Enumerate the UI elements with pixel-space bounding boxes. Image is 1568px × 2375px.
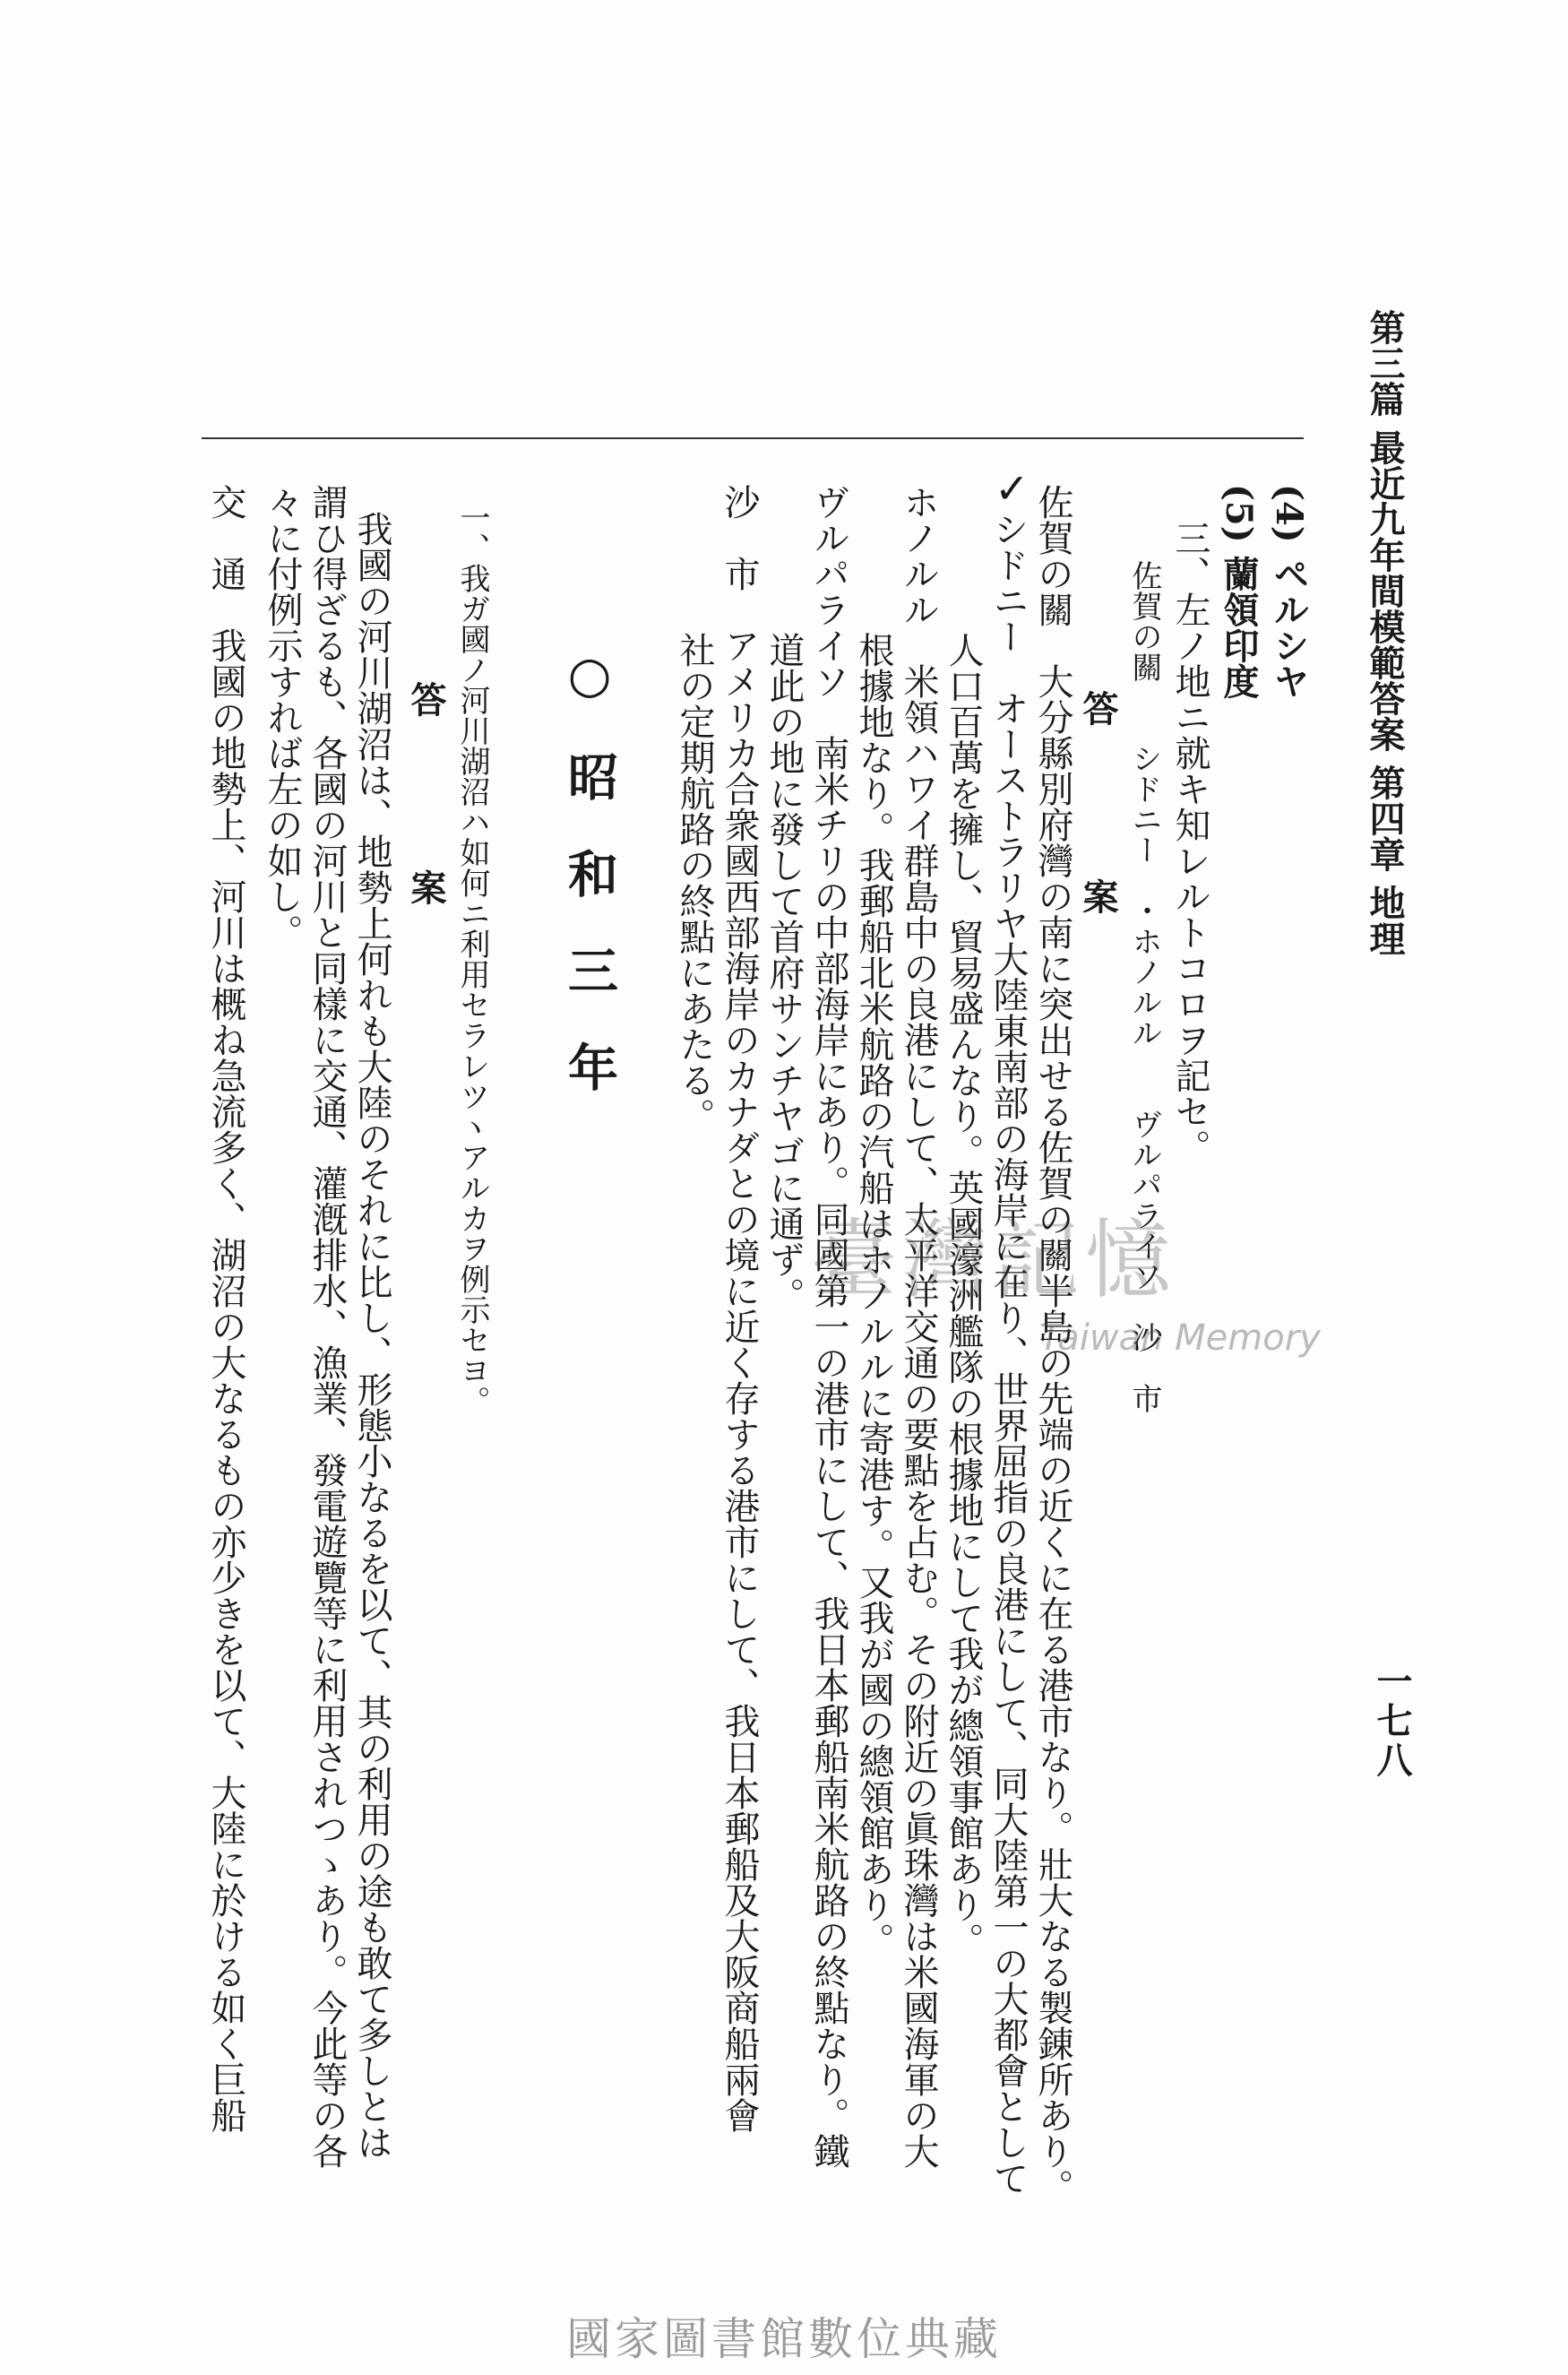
rule-dash-4 xyxy=(538,437,600,439)
watermark-english: Taiwan Memory xyxy=(1039,1317,1321,1359)
check-mark-icon: ✓ xyxy=(995,464,1030,513)
question-rivers: 一、我ガ國ノ河川湖沼ハ如何ニ利用セラレツヽアルカヲ例示セヨ。 xyxy=(454,502,490,1416)
answer-valparaiso: ヴルパライソ 南米チリの中部海岸にあり。同國第一の港市にして、我日本郵船南米航路の終點なり。鐵 xyxy=(808,484,849,2169)
answer-heading-2: 答 案 xyxy=(405,681,447,932)
answer-honolulu: ホノルル 米領ハワイ群島中の良港にして、太平洋交通の要點を占む。その附近の眞珠灣は米國海軍の大 xyxy=(898,484,939,2169)
rule-dash-3 xyxy=(354,437,435,439)
question-three: 三、左ノ地ニ就キ知レルトコロヲ記セ。 xyxy=(1169,520,1210,1165)
year-heading: ○昭和三年 xyxy=(560,645,619,1138)
answer-seattle-cont: 社の定期航路の終點にあたる。 xyxy=(674,632,715,1134)
chapter-header: 第三篇 最近九年間模範答案 第四章 地理 xyxy=(1364,309,1406,956)
answer-sydney-cont: 人口百萬を擁し、貿易盛んなり。英國濠洲艦隊の根據地にして我が總領事館あり。 xyxy=(943,632,984,1958)
answer-sydney: シドニー オーストラリヤ大陸東南部の海岸に在り、世界屈指の良港にして、同大陸第一の大都會として xyxy=(987,511,1029,2196)
watermark-chinese: 臺灣記憶 xyxy=(811,1210,1176,1310)
answer-rivers-2: 謂ひ得ざるも、各國の河川と同樣に交通、灌漑排水、漁業、發電遊覽等に利用されつゝあり。今此等の各 xyxy=(306,484,348,2169)
answer-saganoseki: 佐賀の關 大分縣別府灣の南に突出せる佐賀の關半島の先端の近くに在る港市なり。壯大なる製錬所あり。 xyxy=(1032,484,1073,2205)
answer-honolulu-cont: 根據地なり。我郵船北米航路の汽船はホノルルに寄港す。又我が國の總領館あり。 xyxy=(853,632,894,1958)
line-dutch-indies: (5) 蘭領印度 xyxy=(1218,484,1260,699)
answer-transport: 交 通 我國の地勢上、河川は概ね急流多く、湖沼の大なるもの亦少きを以て、大陸に於ける如く巨船 xyxy=(205,484,246,2133)
place-list: 佐賀の關 シドニー ・ホノルル ヴルパライソ 沙 市 xyxy=(1126,560,1162,1413)
answer-valparaiso-cont: 道此の地に發して首府サンチヤゴに通ず。 xyxy=(763,632,805,1313)
answer-rivers-3: 々に付例示すれば左の如し。 xyxy=(262,484,303,950)
answer-heading-1: 答 案 xyxy=(1077,690,1119,941)
library-footer: 國家圖書館數位典藏 xyxy=(566,2313,1002,2365)
answer-rivers-1: 我國の河川湖沼は、地勢上何れも大陸のそれに比し、形態小なるを以て、其の利用の途も敢て多しとは xyxy=(351,511,392,2160)
rule-dash-2 xyxy=(305,437,323,439)
answer-seattle: 沙 市 アメリカ合衆國西部海岸のカナダとの境に近く存する港市にして、我日本郵船及大阪商船兩會 xyxy=(719,484,760,2133)
line-persia: (4) ペルシヤ xyxy=(1268,484,1310,699)
page-number: 一七八 xyxy=(1371,1662,1413,1781)
rule-dash-1 xyxy=(202,437,228,439)
